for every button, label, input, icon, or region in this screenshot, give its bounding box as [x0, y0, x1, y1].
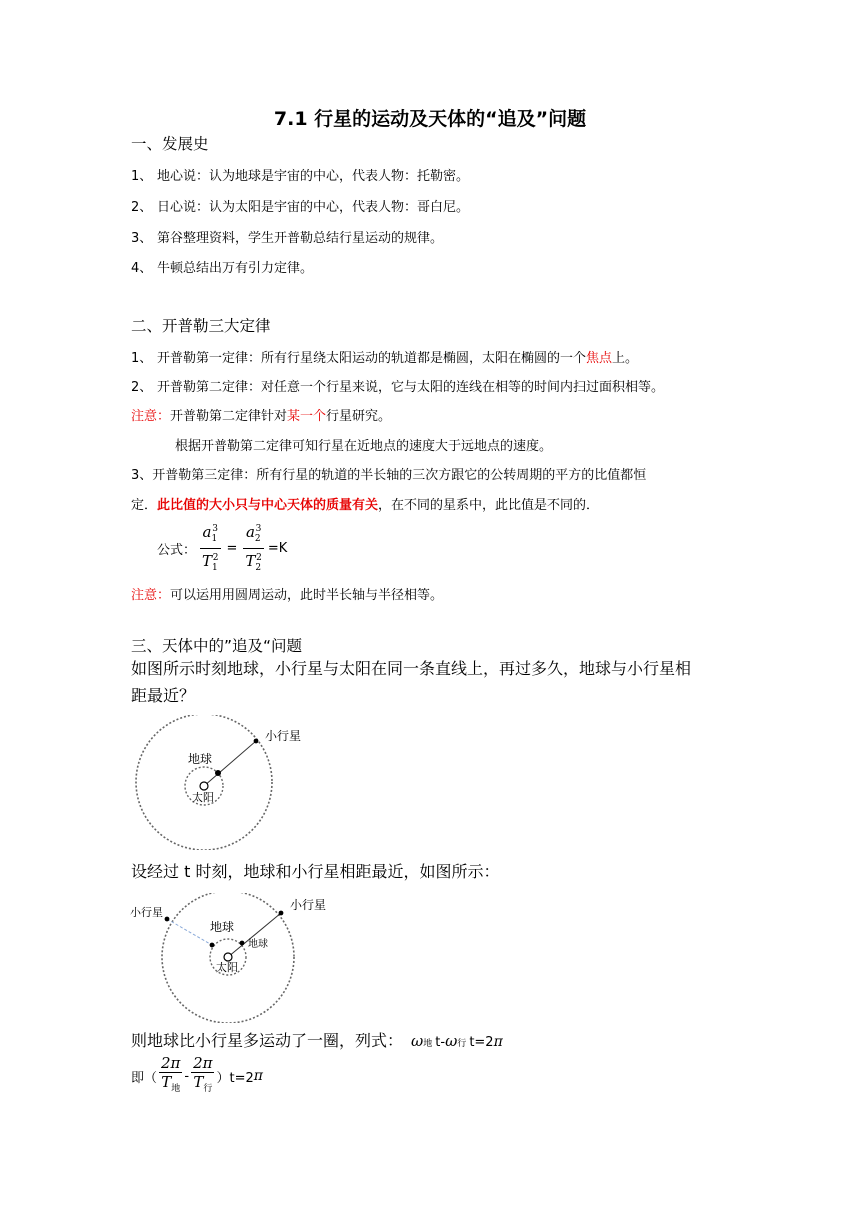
sun-icon [224, 953, 232, 961]
note-second-law-detail: 根据开普勒第二定律可知行星在近地点的速度大于远地点的速度。 [175, 439, 553, 454]
label-asteroid-right: 小行星 [290, 898, 327, 912]
label-earth-small: 地球 [248, 939, 268, 950]
section-heading-history: 一、发展史 [131, 135, 209, 153]
equation-period: 即（ $\frac{2\pi}{T_地}$ - $\frac{2\pi}{T_行}$ ）t=2 π [131, 1053, 263, 1099]
list-item: 1、 地心说：认为地球是宇宙的中心，代表人物：托勒密。 [131, 169, 470, 184]
asteroid-dot-old [279, 911, 284, 916]
sun-icon [200, 782, 208, 790]
label-earth: 地球 [210, 920, 235, 934]
after-t-text: 设经过 t 时刻，地球和小行星相距最近，如图所示： [131, 862, 500, 881]
question-line1: 如图所示时刻地球，小行星与太阳在同一条直线上，再过多久，地球与小行星相 [131, 659, 692, 678]
label-sun: 太阳 [216, 961, 238, 974]
kepler-second-law: 2、 开普勒第二定律：对任意一个行星来说，它与太阳的连线在相等的时间内扫过面积相等。 [131, 380, 665, 395]
orbit-diagram-initial [130, 715, 360, 850]
earth-dot-new [210, 943, 215, 948]
list-item: 4、 牛顿总结出万有引力定律。 [131, 261, 314, 276]
list-item: 3、 第谷整理资料，学生开普勒总结行星运动的规律。 [131, 231, 444, 246]
kepler-formula: 公式： $\frac{a_1^3}{T_1^2}$ = $\frac{a_2^3}{T_2^2}$ =K [157, 524, 287, 572]
list-item: 2、 日心说：认为太阳是宇宙的中心，代表人物：哥白尼。 [131, 200, 470, 215]
question-line2: 距最近？ [131, 686, 196, 705]
asteroid-dot-new [165, 917, 170, 922]
section-heading-kepler: 二、开普勒三大定律 [131, 317, 271, 335]
initial-line [228, 913, 281, 957]
label-earth: 地球 [188, 752, 213, 766]
earth-dot [215, 770, 221, 776]
section-heading-chase: 三、天体中的”追及“问题 [131, 637, 303, 655]
earth-dot-old [240, 941, 245, 946]
equation-angular: 则地球比小行星多运动了一圈，列式： ω 地 t- ω 行 t=2 π [131, 1031, 503, 1050]
kepler-first-law: 1、 开普勒第一定律：所有行星绕太阳运动的轨道都是椭圆，太阳在椭圆的一个焦点上。 [131, 351, 639, 366]
asteroid-dot [254, 739, 259, 744]
closest-line [167, 919, 212, 945]
label-sun: 太阳 [192, 791, 214, 804]
kepler-third-law-line1: 3、开普勒第三定律：所有行星的轨道的半长轴的三次方跟它的公转周期的平方的比值都恒 [131, 468, 647, 483]
note-second-law: 注意：开普勒第二定律针对某一个行星研究。 [131, 409, 392, 424]
label-asteroid-left: 小行星 [130, 906, 163, 919]
note-circular-motion: 注意：可以运用用圆周运动，此时半长轴与半径相等。 [131, 588, 444, 603]
label-asteroid: 小行星 [265, 729, 302, 743]
orbit-diagram-closest [130, 893, 350, 1023]
page-title: 7.1 行星的运动及天体的“追及”问题 [273, 108, 587, 130]
kepler-third-law-line2: 定．此比值的大小只与中心天体的质量有关，在不同的星系中，此比值是不同的． [131, 498, 600, 513]
